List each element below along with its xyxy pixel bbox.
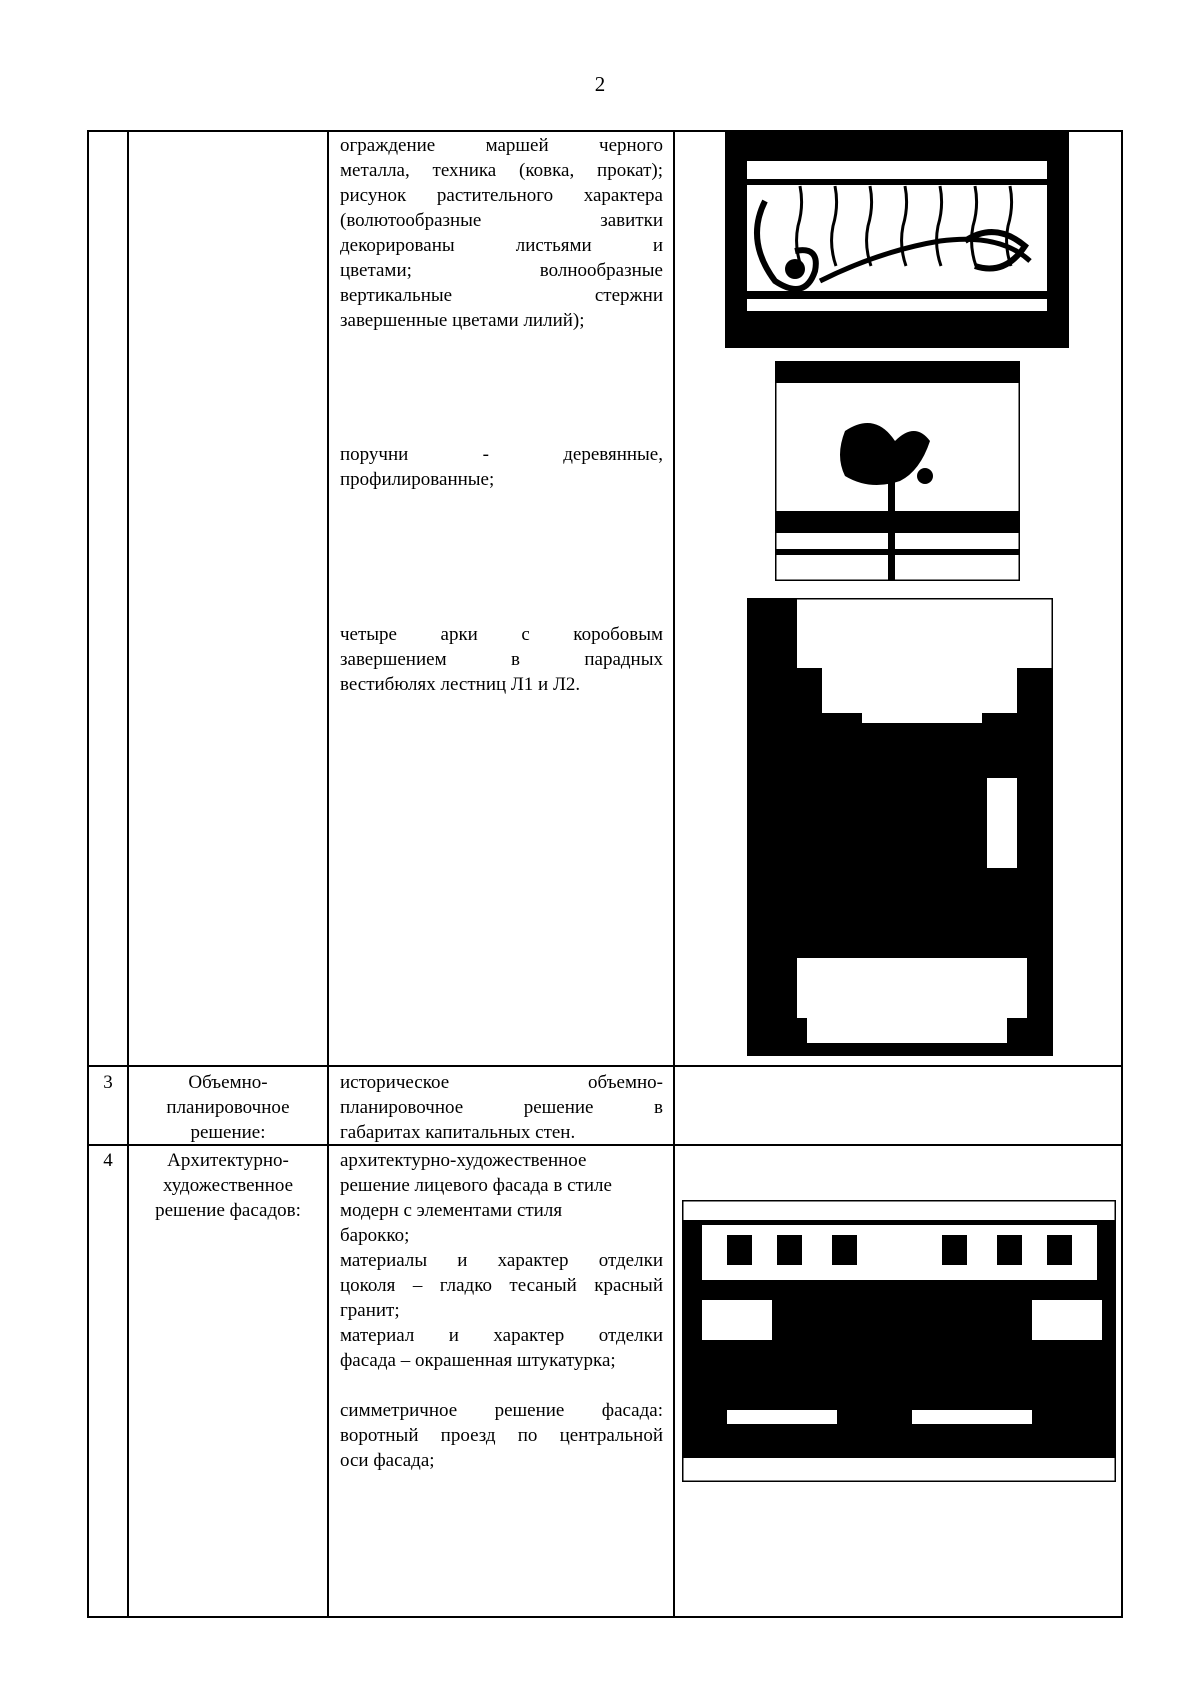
- arch-photo: [747, 598, 1053, 1056]
- row4-paragraph-facade-material: материал и характер отделки фасада – окрашенная штукатурка;: [340, 1325, 663, 1371]
- arch-illustration: [747, 598, 1053, 1056]
- railing-description: ограждение маршей черного металла, техника (ковка, прокат); рисунок растительного характера (волютообразные завитки декорированы листьями и цветами; волнообразные вертикальные стержни завершенные цветами лилий);: [340, 135, 663, 331]
- table-border-col1: [127, 130, 129, 1618]
- page-number: 2: [594, 72, 606, 96]
- facade-photo: [682, 1200, 1116, 1482]
- railing-photo: [725, 131, 1069, 348]
- railing-illustration: [725, 131, 1069, 348]
- facade-illustration: [682, 1200, 1116, 1482]
- row3-number: 3: [103, 1072, 113, 1093]
- handrail-illustration: [775, 361, 1020, 581]
- row4-paragraph-plinth: материалы и характер отделки цоколя – гладко тесаный красный гранит;: [340, 1250, 663, 1321]
- row3-description: историческое объемно- планировочное решение в габаритах капитальных стен.: [340, 1072, 663, 1143]
- table-border-col3: [673, 130, 675, 1618]
- table-border-bottom: [87, 1616, 1123, 1618]
- row3-title: Объемно- планировочное решение:: [166, 1072, 290, 1143]
- row-divider-3: [87, 1065, 1123, 1067]
- table-border-col2: [327, 130, 329, 1618]
- arches-description: четыре арки с коробовым завершением в парадных вестибюлях лестниц Л1 и Л2.: [340, 624, 663, 695]
- handrail-description: поручни - деревянные, профилированные;: [340, 444, 663, 490]
- row4-title: Архитектурно- художественное решение фасадов:: [155, 1150, 301, 1221]
- row4-paragraph-style: архитектурно-художественное решение лицевого фасада в стиле модерн с элементами стиля барокко;: [340, 1150, 612, 1246]
- table-border-left: [87, 130, 89, 1618]
- row4-number: 4: [103, 1150, 113, 1171]
- handrail-photo: [775, 361, 1020, 581]
- table-border-right: [1121, 130, 1123, 1618]
- row4-paragraph-symmetry: симметричное решение фасада: воротный проезд по центральной оси фасада;: [340, 1400, 663, 1471]
